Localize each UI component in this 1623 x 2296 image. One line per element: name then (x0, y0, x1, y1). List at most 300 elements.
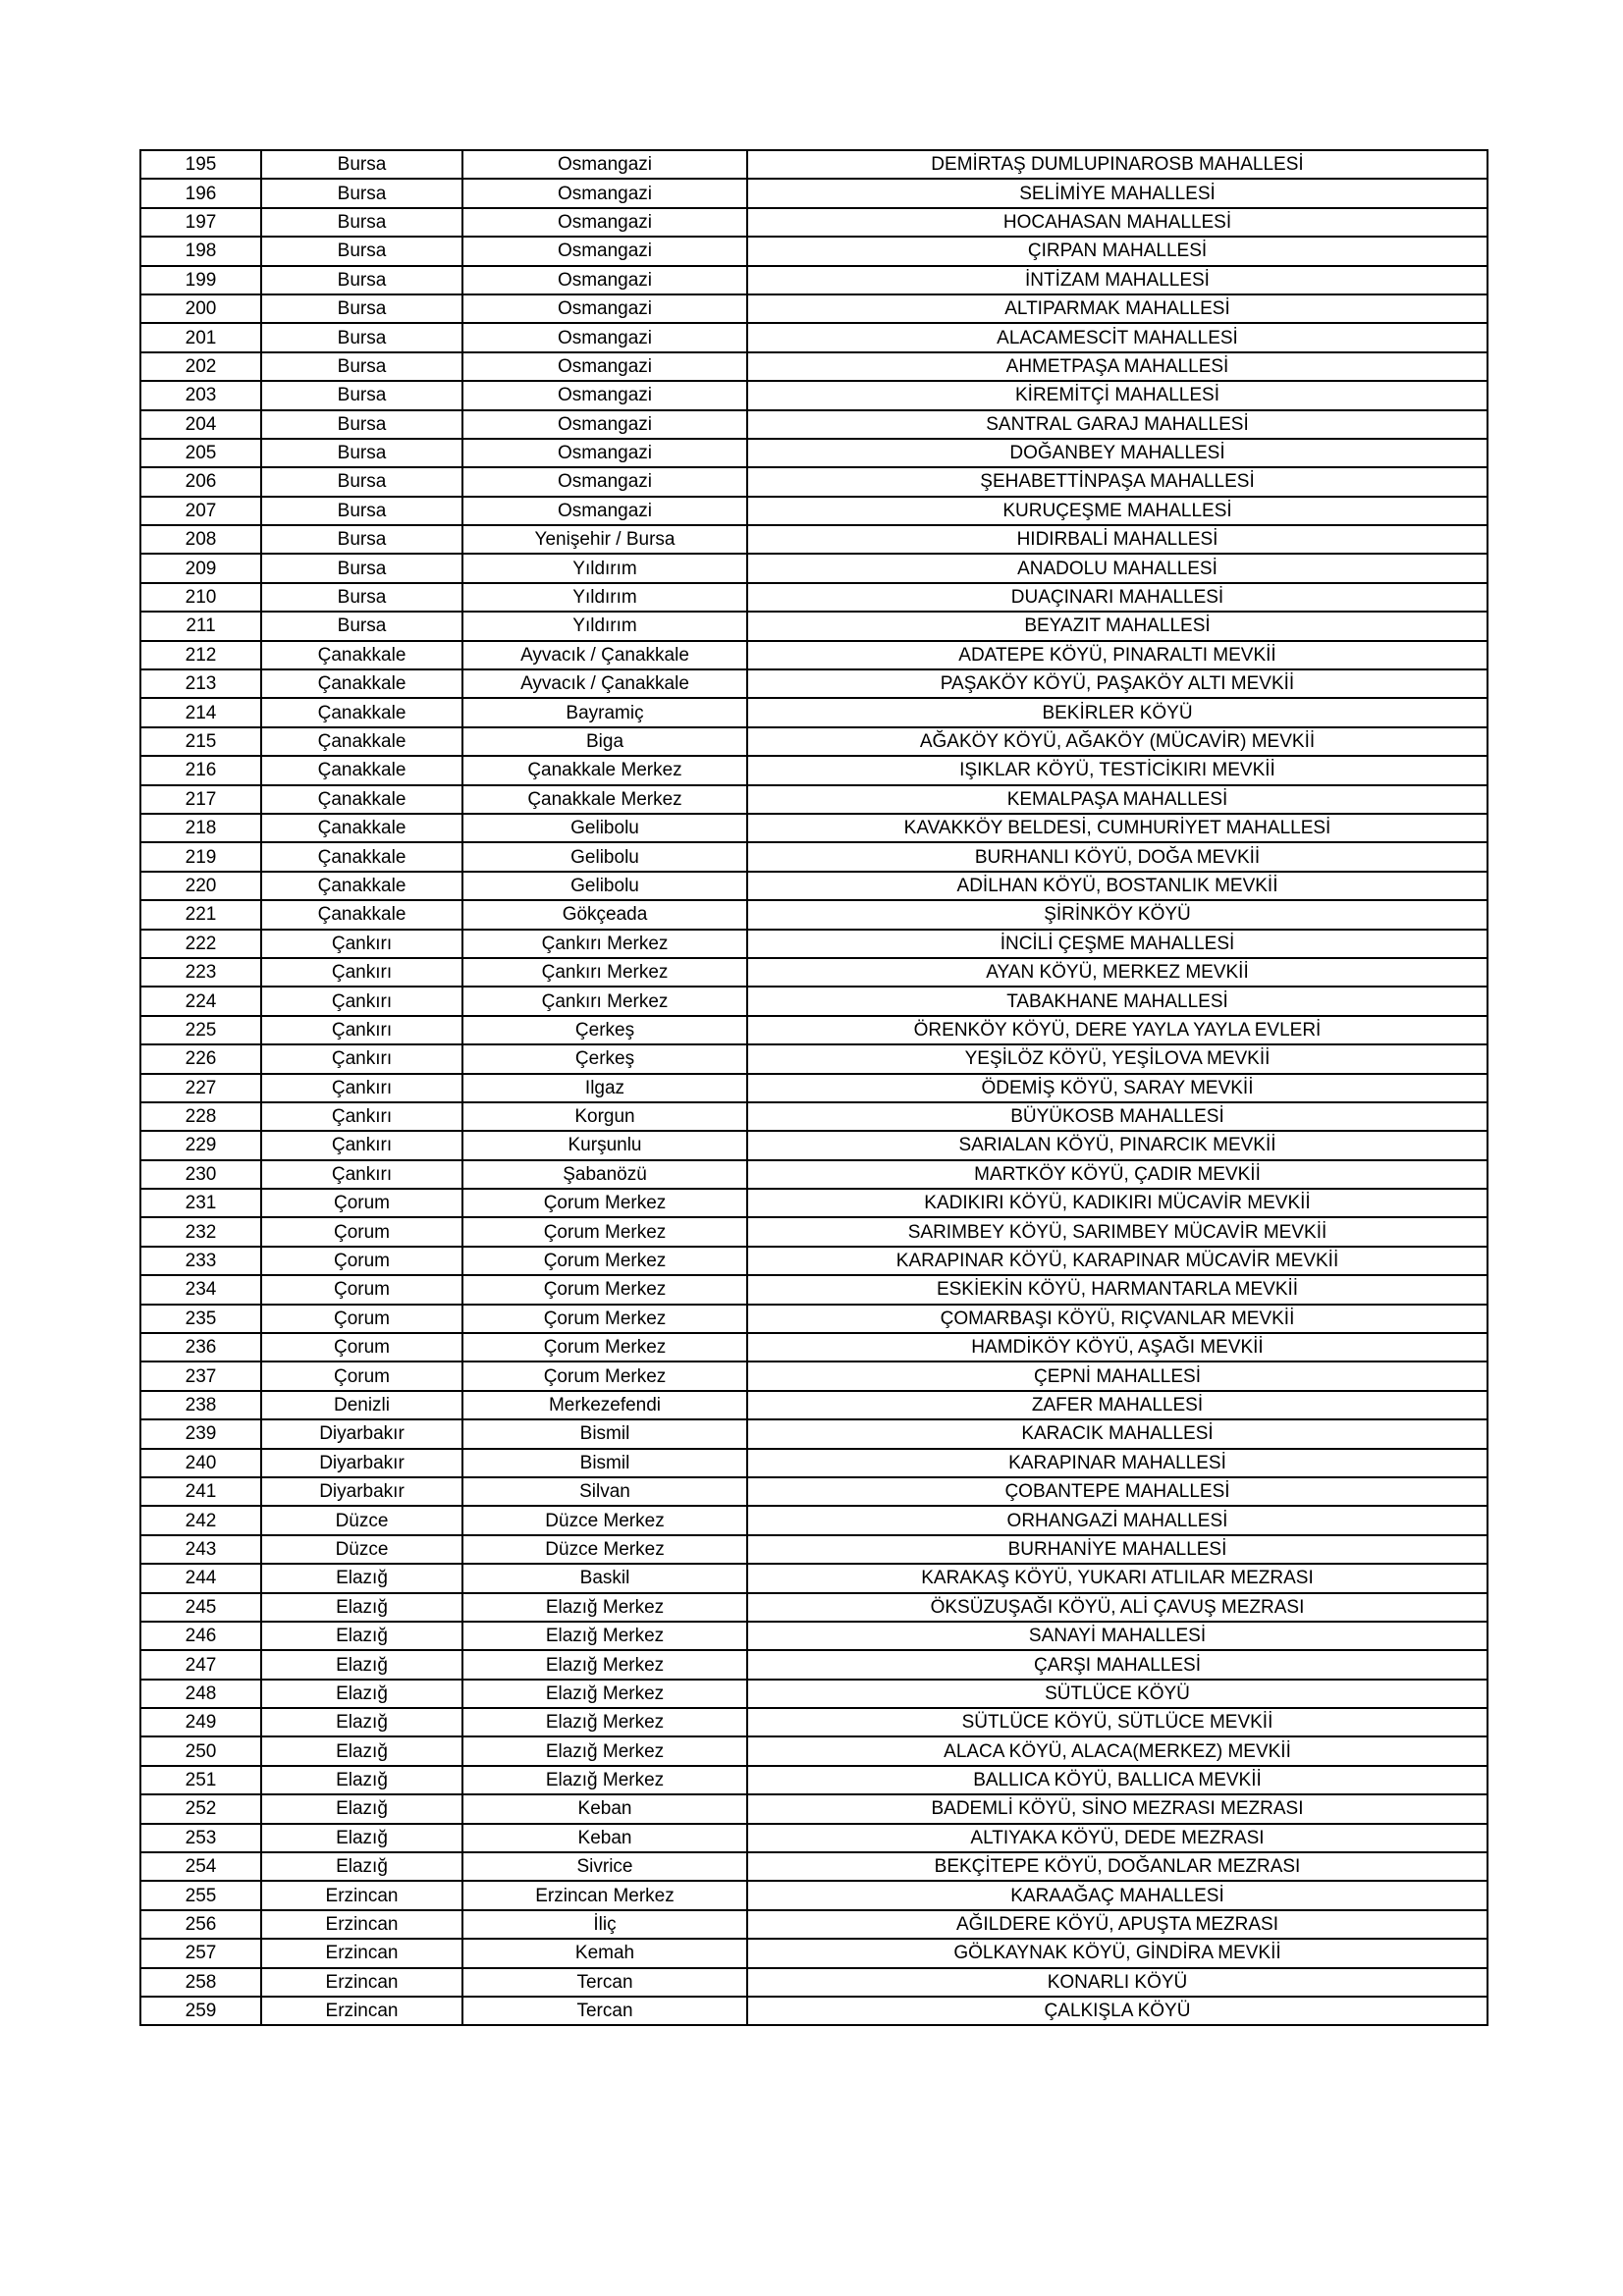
table-row (140, 1881, 1488, 1909)
location-cell: SELİMİYE MAHALLESİ (747, 179, 1488, 207)
district-cell: İliç (462, 1910, 747, 1939)
province-cell: Çanakkale (261, 814, 462, 842)
location-cell: ÇARŞI MAHALLESİ (747, 1650, 1488, 1679)
table-row (140, 1305, 1488, 1333)
location-cell: DEMİRTAŞ DUMLUPINAROSB MAHALLESİ (747, 150, 1488, 179)
province-cell: Çorum (261, 1362, 462, 1390)
table-row (140, 612, 1488, 640)
location-cell: KURUÇEŞME MAHALLESİ (747, 497, 1488, 525)
table-row (140, 872, 1488, 900)
table-row (140, 1275, 1488, 1304)
row-number-cell: 236 (140, 1333, 261, 1362)
location-cell: BADEMLİ KÖYÜ, SİNO MEZRASI MEZRASI (747, 1794, 1488, 1823)
district-cell: Çerkeş (462, 1044, 747, 1073)
row-number-cell: 201 (140, 323, 261, 351)
province-cell: Bursa (261, 266, 462, 294)
province-cell: Bursa (261, 467, 462, 496)
table-row (140, 987, 1488, 1015)
location-cell: ÇOBANTEPE MAHALLESİ (747, 1477, 1488, 1506)
row-number-cell: 209 (140, 554, 261, 582)
location-cell: BURHANLI KÖYÜ, DOĞA MEVKİİ (747, 842, 1488, 871)
province-cell: Düzce (261, 1535, 462, 1564)
location-cell: DOĞANBEY MAHALLESİ (747, 439, 1488, 467)
row-number-cell: 202 (140, 352, 261, 381)
row-number-cell: 197 (140, 208, 261, 237)
row-number-cell: 256 (140, 1910, 261, 1939)
location-cell: SÜTLÜCE KÖYÜ, SÜTLÜCE MEVKİİ (747, 1708, 1488, 1736)
province-cell: Bursa (261, 208, 462, 237)
district-cell: Çanakkale Merkez (462, 785, 747, 814)
row-number-cell: 225 (140, 1016, 261, 1044)
province-cell: Çankırı (261, 1074, 462, 1102)
row-number-cell: 234 (140, 1275, 261, 1304)
district-cell: Osmangazi (462, 497, 747, 525)
table-row (140, 669, 1488, 698)
location-cell: IŞIKLAR KÖYÜ, TESTİCİKIRI MEVKİİ (747, 756, 1488, 784)
location-cell: ÇIRPAN MAHALLESİ (747, 237, 1488, 265)
table-row (140, 1419, 1488, 1448)
district-cell: Çorum Merkez (462, 1333, 747, 1362)
table-row (140, 467, 1488, 496)
table-row (140, 1939, 1488, 1967)
province-cell: Çorum (261, 1189, 462, 1217)
table-row (140, 1708, 1488, 1736)
district-cell: Elazığ Merkez (462, 1708, 747, 1736)
row-number-cell: 200 (140, 294, 261, 323)
row-number-cell: 233 (140, 1247, 261, 1275)
table-row (140, 1102, 1488, 1131)
district-cell: Çankırı Merkez (462, 930, 747, 958)
province-cell: Çanakkale (261, 785, 462, 814)
district-cell: Osmangazi (462, 467, 747, 496)
province-cell: Denizli (261, 1391, 462, 1419)
row-number-cell: 247 (140, 1650, 261, 1679)
district-cell: Osmangazi (462, 294, 747, 323)
district-cell: Ayvacık / Çanakkale (462, 641, 747, 669)
district-cell: Osmangazi (462, 439, 747, 467)
table-row (140, 900, 1488, 929)
location-cell: HAMDİKÖY KÖYÜ, AŞAĞI MEVKİİ (747, 1333, 1488, 1362)
district-cell: Bismil (462, 1419, 747, 1448)
row-number-cell: 214 (140, 698, 261, 726)
location-cell: BEKİRLER KÖYÜ (747, 698, 1488, 726)
table-row (140, 266, 1488, 294)
province-cell: Çankırı (261, 1016, 462, 1044)
district-cell: Gelibolu (462, 814, 747, 842)
table-row (140, 1622, 1488, 1650)
row-number-cell: 195 (140, 150, 261, 179)
province-cell: Diyarbakır (261, 1449, 462, 1477)
province-cell: Elazığ (261, 1766, 462, 1794)
province-cell: Elazığ (261, 1708, 462, 1736)
province-cell: Bursa (261, 525, 462, 554)
province-cell: Elazığ (261, 1794, 462, 1823)
district-cell: Osmangazi (462, 381, 747, 409)
district-cell: Yıldırım (462, 612, 747, 640)
table-row (140, 1766, 1488, 1794)
province-cell: Diyarbakır (261, 1477, 462, 1506)
row-number-cell: 231 (140, 1189, 261, 1217)
location-table (139, 149, 1488, 2026)
table-row (140, 1160, 1488, 1189)
location-cell: TABAKHANE MAHALLESİ (747, 987, 1488, 1015)
province-cell: Çorum (261, 1333, 462, 1362)
location-cell: AĞAKÖY KÖYÜ, AĞAKÖY (MÜCAVİR) MEVKİİ (747, 727, 1488, 756)
district-cell: Osmangazi (462, 208, 747, 237)
location-cell: SARIALAN KÖYÜ, PINARCIK MEVKİİ (747, 1131, 1488, 1159)
row-number-cell: 219 (140, 842, 261, 871)
district-cell: Tercan (462, 1997, 747, 2025)
district-cell: Yıldırım (462, 583, 747, 612)
row-number-cell: 251 (140, 1766, 261, 1794)
location-cell: YEŞİLÖZ KÖYÜ, YEŞİLOVA MEVKİİ (747, 1044, 1488, 1073)
district-cell: Çorum Merkez (462, 1275, 747, 1304)
table-row (140, 1506, 1488, 1534)
row-number-cell: 242 (140, 1506, 261, 1534)
row-number-cell: 207 (140, 497, 261, 525)
district-cell: Çankırı Merkez (462, 958, 747, 987)
location-cell: SARIMBEY KÖYÜ, SARIMBEY MÜCAVİR MEVKİİ (747, 1217, 1488, 1246)
location-cell: İNTİZAM MAHALLESİ (747, 266, 1488, 294)
location-cell: ANADOLU MAHALLESİ (747, 554, 1488, 582)
district-cell: Çorum Merkez (462, 1305, 747, 1333)
location-cell: BÜYÜKOSB MAHALLESİ (747, 1102, 1488, 1131)
district-cell: Ilgaz (462, 1074, 747, 1102)
location-cell: ADATEPE KÖYÜ, PINARALTI MEVKİİ (747, 641, 1488, 669)
location-cell: ALACA KÖYÜ, ALACA(MERKEZ) MEVKİİ (747, 1736, 1488, 1765)
district-cell: Osmangazi (462, 352, 747, 381)
row-number-cell: 237 (140, 1362, 261, 1390)
location-cell: GÖLKAYNAK KÖYÜ, GİNDİRA MEVKİİ (747, 1939, 1488, 1967)
row-number-cell: 223 (140, 958, 261, 987)
district-cell: Baskil (462, 1564, 747, 1592)
table-row (140, 381, 1488, 409)
province-cell: Elazığ (261, 1680, 462, 1708)
province-cell: Elazığ (261, 1593, 462, 1622)
row-number-cell: 220 (140, 872, 261, 900)
province-cell: Bursa (261, 352, 462, 381)
location-cell: ÇEPNİ MAHALLESİ (747, 1362, 1488, 1390)
row-number-cell: 254 (140, 1852, 261, 1881)
table-row (140, 842, 1488, 871)
table-row (140, 179, 1488, 207)
location-cell: PAŞAKÖY KÖYÜ, PAŞAKÖY ALTI MEVKİİ (747, 669, 1488, 698)
location-cell: KARAKAŞ KÖYÜ, YUKARI ATLILAR MEZRASI (747, 1564, 1488, 1592)
district-cell: Osmangazi (462, 410, 747, 439)
province-cell: Çorum (261, 1305, 462, 1333)
district-cell: Çankırı Merkez (462, 987, 747, 1015)
province-cell: Çanakkale (261, 872, 462, 900)
table-row (140, 1564, 1488, 1592)
district-cell: Ayvacık / Çanakkale (462, 669, 747, 698)
row-number-cell: 258 (140, 1968, 261, 1997)
row-number-cell: 227 (140, 1074, 261, 1102)
province-cell: Bursa (261, 179, 462, 207)
row-number-cell: 224 (140, 987, 261, 1015)
district-cell: Osmangazi (462, 323, 747, 351)
location-cell: KEMALPAŞA MAHALLESİ (747, 785, 1488, 814)
row-number-cell: 210 (140, 583, 261, 612)
table-row (140, 1074, 1488, 1102)
location-cell: KARAPINAR KÖYÜ, KARAPINAR MÜCAVİR MEVKİİ (747, 1247, 1488, 1275)
district-cell: Gökçeada (462, 900, 747, 929)
province-cell: Çankırı (261, 930, 462, 958)
row-number-cell: 199 (140, 266, 261, 294)
province-cell: Bursa (261, 294, 462, 323)
province-cell: Elazığ (261, 1622, 462, 1650)
row-number-cell: 198 (140, 237, 261, 265)
row-number-cell: 244 (140, 1564, 261, 1592)
province-cell: Düzce (261, 1506, 462, 1534)
table-row (140, 1593, 1488, 1622)
district-cell: Şabanözü (462, 1160, 747, 1189)
table-row (140, 1535, 1488, 1564)
location-cell: ADİLHAN KÖYÜ, BOSTANLIK MEVKİİ (747, 872, 1488, 900)
row-number-cell: 232 (140, 1217, 261, 1246)
table-row (140, 352, 1488, 381)
table-row (140, 1910, 1488, 1939)
province-cell: Bursa (261, 439, 462, 467)
location-cell: DUAÇINARI MAHALLESİ (747, 583, 1488, 612)
district-cell: Yenişehir / Bursa (462, 525, 747, 554)
row-number-cell: 215 (140, 727, 261, 756)
province-cell: Çorum (261, 1247, 462, 1275)
district-cell: Bismil (462, 1449, 747, 1477)
province-cell: Çankırı (261, 1160, 462, 1189)
province-cell: Elazığ (261, 1736, 462, 1765)
district-cell: Elazığ Merkez (462, 1650, 747, 1679)
location-cell: KARAAĞAÇ MAHALLESİ (747, 1881, 1488, 1909)
province-cell: Diyarbakır (261, 1419, 462, 1448)
table-row (140, 1736, 1488, 1765)
row-number-cell: 238 (140, 1391, 261, 1419)
row-number-cell: 216 (140, 756, 261, 784)
province-cell: Çanakkale (261, 669, 462, 698)
province-cell: Erzincan (261, 1997, 462, 2025)
row-number-cell: 249 (140, 1708, 261, 1736)
row-number-cell: 245 (140, 1593, 261, 1622)
district-cell: Çerkeş (462, 1016, 747, 1044)
row-number-cell: 218 (140, 814, 261, 842)
row-number-cell: 208 (140, 525, 261, 554)
location-cell: SÜTLÜCE KÖYÜ (747, 1680, 1488, 1708)
province-cell: Bursa (261, 410, 462, 439)
row-number-cell: 235 (140, 1305, 261, 1333)
location-cell: HIDIRBALİ MAHALLESİ (747, 525, 1488, 554)
location-cell: AHMETPAŞA MAHALLESİ (747, 352, 1488, 381)
table-row (140, 1824, 1488, 1852)
table-row (140, 1131, 1488, 1159)
location-cell: KARAPINAR MAHALLESİ (747, 1449, 1488, 1477)
row-number-cell: 204 (140, 410, 261, 439)
row-number-cell: 248 (140, 1680, 261, 1708)
province-cell: Bursa (261, 554, 462, 582)
table-row (140, 1391, 1488, 1419)
table-row (140, 1794, 1488, 1823)
province-cell: Çanakkale (261, 641, 462, 669)
row-number-cell: 212 (140, 641, 261, 669)
table-row (140, 294, 1488, 323)
location-cell: KADIKIRI KÖYÜ, KADIKIRI MÜCAVİR MEVKİİ (747, 1189, 1488, 1217)
row-number-cell: 230 (140, 1160, 261, 1189)
location-cell: ŞİRİNKÖY KÖYÜ (747, 900, 1488, 929)
location-cell: ZAFER MAHALLESİ (747, 1391, 1488, 1419)
district-cell: Elazığ Merkez (462, 1680, 747, 1708)
row-number-cell: 196 (140, 179, 261, 207)
table-row (140, 583, 1488, 612)
district-cell: Düzce Merkez (462, 1535, 747, 1564)
table-row (140, 1477, 1488, 1506)
table-row (140, 1680, 1488, 1708)
location-cell: BEYAZIT MAHALLESİ (747, 612, 1488, 640)
location-cell: KAVAKKÖY BELDESİ, CUMHURİYET MAHALLESİ (747, 814, 1488, 842)
table-row (140, 814, 1488, 842)
province-cell: Çanakkale (261, 842, 462, 871)
district-cell: Kurşunlu (462, 1131, 747, 1159)
district-cell: Korgun (462, 1102, 747, 1131)
province-cell: Erzincan (261, 1939, 462, 1967)
location-cell: MARTKÖY KÖYÜ, ÇADIR MEVKİİ (747, 1160, 1488, 1189)
table-row (140, 727, 1488, 756)
row-number-cell: 240 (140, 1449, 261, 1477)
row-number-cell: 203 (140, 381, 261, 409)
province-cell: Çankırı (261, 958, 462, 987)
location-cell: BURHANİYE MAHALLESİ (747, 1535, 1488, 1564)
table-row (140, 756, 1488, 784)
district-cell: Elazığ Merkez (462, 1736, 747, 1765)
district-cell: Keban (462, 1824, 747, 1852)
district-cell: Kemah (462, 1939, 747, 1967)
table-row (140, 497, 1488, 525)
province-cell: Çankırı (261, 987, 462, 1015)
location-cell: HOCAHASAN MAHALLESİ (747, 208, 1488, 237)
table-row (140, 930, 1488, 958)
province-cell: Bursa (261, 612, 462, 640)
location-cell: ÖKSÜZUŞAĞI KÖYÜ, ALİ ÇAVUŞ MEZRASI (747, 1593, 1488, 1622)
district-cell: Elazığ Merkez (462, 1622, 747, 1650)
row-number-cell: 206 (140, 467, 261, 496)
table-row (140, 958, 1488, 987)
table-row (140, 785, 1488, 814)
province-cell: Erzincan (261, 1910, 462, 1939)
location-cell: ESKİEKİN KÖYÜ, HARMANTARLA MEVKİİ (747, 1275, 1488, 1304)
table-row (140, 1449, 1488, 1477)
province-cell: Elazığ (261, 1852, 462, 1881)
province-cell: Çanakkale (261, 756, 462, 784)
row-number-cell: 253 (140, 1824, 261, 1852)
row-number-cell: 259 (140, 1997, 261, 2025)
row-number-cell: 226 (140, 1044, 261, 1073)
row-number-cell: 221 (140, 900, 261, 929)
province-cell: Çankırı (261, 1102, 462, 1131)
location-cell: ÇALKIŞLA KÖYÜ (747, 1997, 1488, 2025)
row-number-cell: 243 (140, 1535, 261, 1564)
row-number-cell: 252 (140, 1794, 261, 1823)
district-cell: Osmangazi (462, 179, 747, 207)
table-row (140, 1333, 1488, 1362)
table-row (140, 150, 1488, 179)
district-cell: Çanakkale Merkez (462, 756, 747, 784)
district-cell: Çorum Merkez (462, 1189, 747, 1217)
row-number-cell: 211 (140, 612, 261, 640)
district-cell: Osmangazi (462, 237, 747, 265)
table-row (140, 410, 1488, 439)
table-row (140, 1650, 1488, 1679)
location-cell: KARACIK MAHALLESİ (747, 1419, 1488, 1448)
province-cell: Bursa (261, 583, 462, 612)
table-row (140, 1247, 1488, 1275)
location-cell: SANTRAL GARAJ MAHALLESİ (747, 410, 1488, 439)
table-row (140, 1016, 1488, 1044)
district-cell: Çorum Merkez (462, 1247, 747, 1275)
province-cell: Erzincan (261, 1968, 462, 1997)
row-number-cell: 255 (140, 1881, 261, 1909)
table-row (140, 1362, 1488, 1390)
table-row (140, 1968, 1488, 1997)
province-cell: Bursa (261, 381, 462, 409)
district-cell: Elazığ Merkez (462, 1593, 747, 1622)
district-cell: Bayramiç (462, 698, 747, 726)
province-cell: Çanakkale (261, 727, 462, 756)
row-number-cell: 257 (140, 1939, 261, 1967)
district-cell: Elazığ Merkez (462, 1766, 747, 1794)
district-cell: Gelibolu (462, 842, 747, 871)
table-row (140, 439, 1488, 467)
location-cell: KİREMİTÇİ MAHALLESİ (747, 381, 1488, 409)
district-cell: Merkezefendi (462, 1391, 747, 1419)
table-row (140, 1852, 1488, 1881)
row-number-cell: 205 (140, 439, 261, 467)
table-row (140, 1997, 1488, 2025)
district-cell: Keban (462, 1794, 747, 1823)
district-cell: Gelibolu (462, 872, 747, 900)
district-cell: Tercan (462, 1968, 747, 1997)
location-cell: İNCİLİ ÇEŞME MAHALLESİ (747, 930, 1488, 958)
province-cell: Elazığ (261, 1564, 462, 1592)
table-row (140, 323, 1488, 351)
location-cell: KONARLI KÖYÜ (747, 1968, 1488, 1997)
location-cell: BALLICA KÖYÜ, BALLICA MEVKİİ (747, 1766, 1488, 1794)
row-number-cell: 217 (140, 785, 261, 814)
location-cell: ÇOMARBAŞI KÖYÜ, RIÇVANLAR MEVKİİ (747, 1305, 1488, 1333)
table-row (140, 525, 1488, 554)
location-cell: ÖRENKÖY KÖYÜ, DERE YAYLA YAYLA EVLERİ (747, 1016, 1488, 1044)
province-cell: Bursa (261, 150, 462, 179)
table-row (140, 1189, 1488, 1217)
district-cell: Osmangazi (462, 266, 747, 294)
district-cell: Erzincan Merkez (462, 1881, 747, 1909)
row-number-cell: 241 (140, 1477, 261, 1506)
table-row (140, 208, 1488, 237)
district-cell: Osmangazi (462, 150, 747, 179)
location-cell: ALACAMESCİT MAHALLESİ (747, 323, 1488, 351)
location-cell: AĞILDERE KÖYÜ, APUŞTA MEZRASI (747, 1910, 1488, 1939)
district-cell: Silvan (462, 1477, 747, 1506)
location-cell: ŞEHABETTİNPAŞA MAHALLESİ (747, 467, 1488, 496)
province-cell: Bursa (261, 497, 462, 525)
province-cell: Bursa (261, 237, 462, 265)
table-row (140, 1217, 1488, 1246)
location-cell: ORHANGAZİ MAHALLESİ (747, 1506, 1488, 1534)
province-cell: Çanakkale (261, 900, 462, 929)
province-cell: Çankırı (261, 1044, 462, 1073)
location-cell: SANAYİ MAHALLESİ (747, 1622, 1488, 1650)
province-cell: Çanakkale (261, 698, 462, 726)
district-cell: Çorum Merkez (462, 1362, 747, 1390)
location-cell: ALTIPARMAK MAHALLESİ (747, 294, 1488, 323)
location-cell: ÖDEMİŞ KÖYÜ, SARAY MEVKİİ (747, 1074, 1488, 1102)
province-cell: Çorum (261, 1217, 462, 1246)
